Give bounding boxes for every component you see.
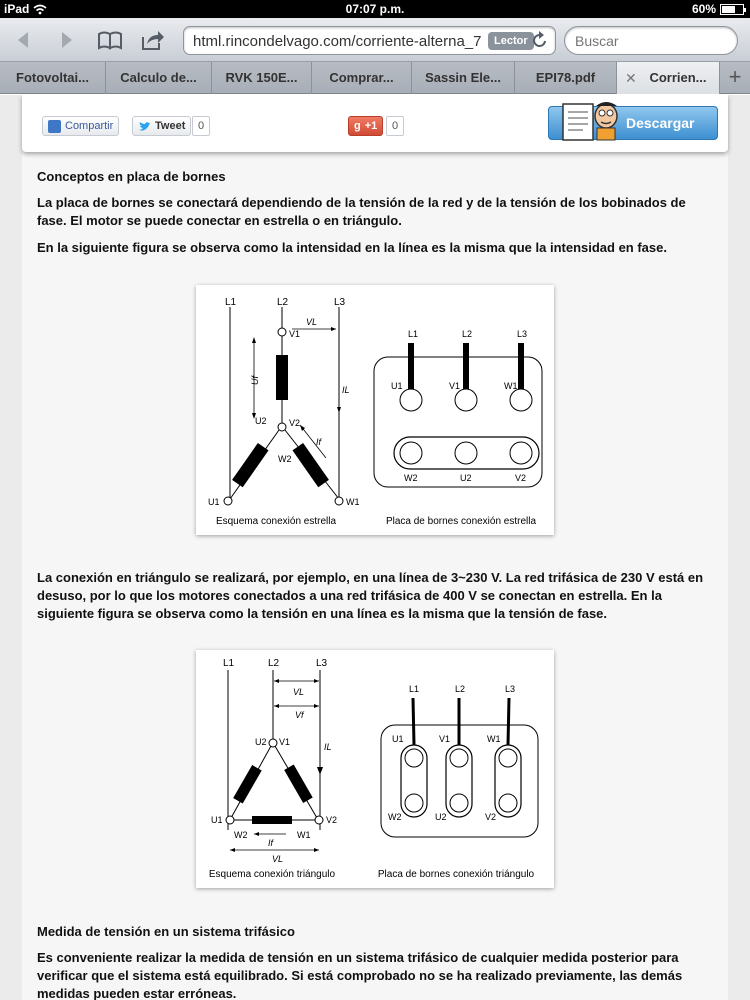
reading-man-icon (561, 98, 623, 142)
section-heading-bornes: Conceptos en placa de bornes (37, 169, 226, 184)
clock: 07:07 p.m. (345, 2, 405, 16)
back-button[interactable] (10, 28, 36, 52)
svg-text:U2: U2 (435, 812, 447, 822)
delta-connection-diagram (196, 650, 554, 888)
caption-star-scheme: Esquema conexión estrella (215, 516, 337, 527)
web-page (0, 95, 750, 1000)
tab-corriente-active[interactable] (617, 62, 720, 94)
svg-text:W1: W1 (297, 830, 311, 840)
svg-text:W1: W1 (504, 381, 518, 391)
tab-bar (0, 62, 750, 94)
label-W1: W1 (346, 497, 360, 507)
search-input[interactable] (575, 33, 725, 49)
svg-text:W1: W1 (487, 734, 501, 744)
search-field[interactable] (564, 26, 738, 55)
gplus-button[interactable]: g +1 (348, 116, 383, 136)
svg-text:W2: W2 (234, 830, 248, 840)
device-name: iPad (4, 2, 30, 16)
label-W2: W2 (278, 454, 292, 464)
paragraph-3: La conexión en triángulo se realizará, por ejemplo, en una línea de 3~230 V. La red trifásica de 230 V está en desuso, por lo que los motores conectados a una red trifásica de 400 V se conectan en estrella. En la siguiente figura se observa como la tensión en una línea es la misma que la tensión de fase. (37, 570, 704, 621)
paragraph-1: La placa de bornes se conectará dependiendo de la tensión de la red y de la tensión de los bobinados de fase. El motor se puede conectar en estrella o en triángulo. (37, 195, 686, 228)
url-text: html.rincondelvago.com/corriente-alterna_7 (193, 33, 482, 50)
svg-text:V2: V2 (326, 815, 338, 825)
browser-toolbar (0, 18, 750, 62)
tweet-count: 0 (192, 116, 210, 136)
reader-button[interactable]: Lector (488, 32, 534, 50)
tab-epi78[interactable]: EPI78.pdf (515, 62, 617, 94)
share-icon (141, 29, 165, 51)
svg-text:V2: V2 (485, 812, 497, 822)
svg-text:V2: V2 (515, 473, 527, 483)
label-U1: U1 (208, 497, 220, 507)
caption-star-board: Placa de bornes conexión estrella (385, 516, 537, 527)
twitter-bird-icon (138, 121, 151, 132)
tab-rvk[interactable]: RVK 150E... (212, 62, 312, 94)
tab-comprar[interactable]: Comprar... (312, 62, 412, 94)
figure-star-connection (196, 285, 554, 535)
svg-text:U2: U2 (255, 737, 267, 747)
svg-text:L1: L1 (409, 684, 420, 694)
tab-label: Corrien... (649, 70, 707, 85)
share-badge-icon (48, 120, 61, 133)
label-Vf: Vf (295, 710, 304, 720)
label-V1: V1 (289, 329, 301, 339)
svg-text:W2: W2 (388, 812, 402, 822)
paragraph-2: En la siguiente figura se observa como la intensidad en la línea es la misma que la intensidad en fase. (37, 240, 667, 255)
svg-text:U1: U1 (211, 815, 223, 825)
label-VL: VL (306, 317, 318, 327)
svg-text:L3: L3 (517, 329, 528, 339)
svg-text:U2: U2 (460, 473, 472, 483)
label-L2: L2 (277, 297, 289, 308)
label-If: If (268, 838, 274, 848)
share-bar (22, 95, 728, 152)
gplus-icon: g (354, 120, 361, 132)
back-arrow-icon (15, 31, 31, 49)
section-heading-medida: Medida de tensión en un sistema trifásico (37, 924, 295, 939)
label-U2: U2 (255, 416, 267, 426)
label-If: If (316, 437, 322, 447)
tab-fotovoltaica[interactable]: Fotovoltai... (0, 62, 106, 94)
svg-text:U1: U1 (392, 734, 404, 744)
svg-text:L1: L1 (408, 329, 419, 339)
bookmarks-button[interactable] (97, 28, 123, 52)
paragraph-4: Es conveniente realizar la medida de tensión en un sistema trifásico de cualquier medida posterior para verificar que el sistema está equilibrado. Si está comprobado no se ha realizado previamente, las demás medidas pueden estar erróneas. (37, 950, 683, 1000)
star-connection-diagram (196, 285, 554, 535)
label-IL: IL (324, 742, 332, 752)
forward-arrow-icon (59, 31, 75, 49)
tweet-button[interactable]: Tweet (132, 116, 191, 136)
svg-text:L2: L2 (462, 329, 473, 339)
label-L1: L1 (225, 297, 237, 308)
svg-text:V1: V1 (439, 734, 451, 744)
gplus-count: 0 (386, 116, 404, 136)
compartir-button[interactable]: Compartir (42, 116, 119, 136)
label-IL: IL (342, 385, 350, 395)
label-Uf: Uf (250, 376, 260, 385)
book-icon (97, 30, 123, 50)
svg-text:U1: U1 (391, 381, 403, 391)
address-bar[interactable] (183, 26, 556, 55)
tab-sassin[interactable]: Sassin Ele... (412, 62, 515, 94)
tab-calculo[interactable]: Calculo de... (106, 62, 212, 94)
label-V2: V2 (289, 418, 301, 428)
svg-text:VL: VL (272, 854, 284, 864)
battery-icon (720, 4, 744, 15)
label-L1: L1 (223, 658, 235, 669)
svg-text:W2: W2 (404, 473, 418, 483)
share-button[interactable] (140, 28, 166, 52)
figure-delta-connection (196, 650, 554, 888)
caption-delta-scheme: Esquema conexión triángulo (208, 869, 336, 880)
label-L3: L3 (334, 297, 346, 308)
status-bar (0, 0, 750, 18)
svg-text:V1: V1 (279, 737, 291, 747)
svg-text:L2: L2 (455, 684, 466, 694)
svg-text:V1: V1 (449, 381, 461, 391)
new-tab-button[interactable]: + (728, 64, 742, 89)
download-button[interactable]: Descargar (548, 106, 718, 140)
reload-icon[interactable] (532, 31, 548, 49)
svg-text:L3: L3 (505, 684, 516, 694)
label-L2: L2 (268, 658, 280, 669)
caption-delta-board: Placa de bornes conexión triángulo (377, 869, 535, 880)
label-L3: L3 (316, 658, 328, 669)
battery-percent: 60% (691, 2, 716, 16)
forward-button[interactable] (54, 28, 80, 52)
close-tab-icon[interactable]: ✕ (625, 70, 637, 86)
label-VL: VL (293, 687, 305, 697)
